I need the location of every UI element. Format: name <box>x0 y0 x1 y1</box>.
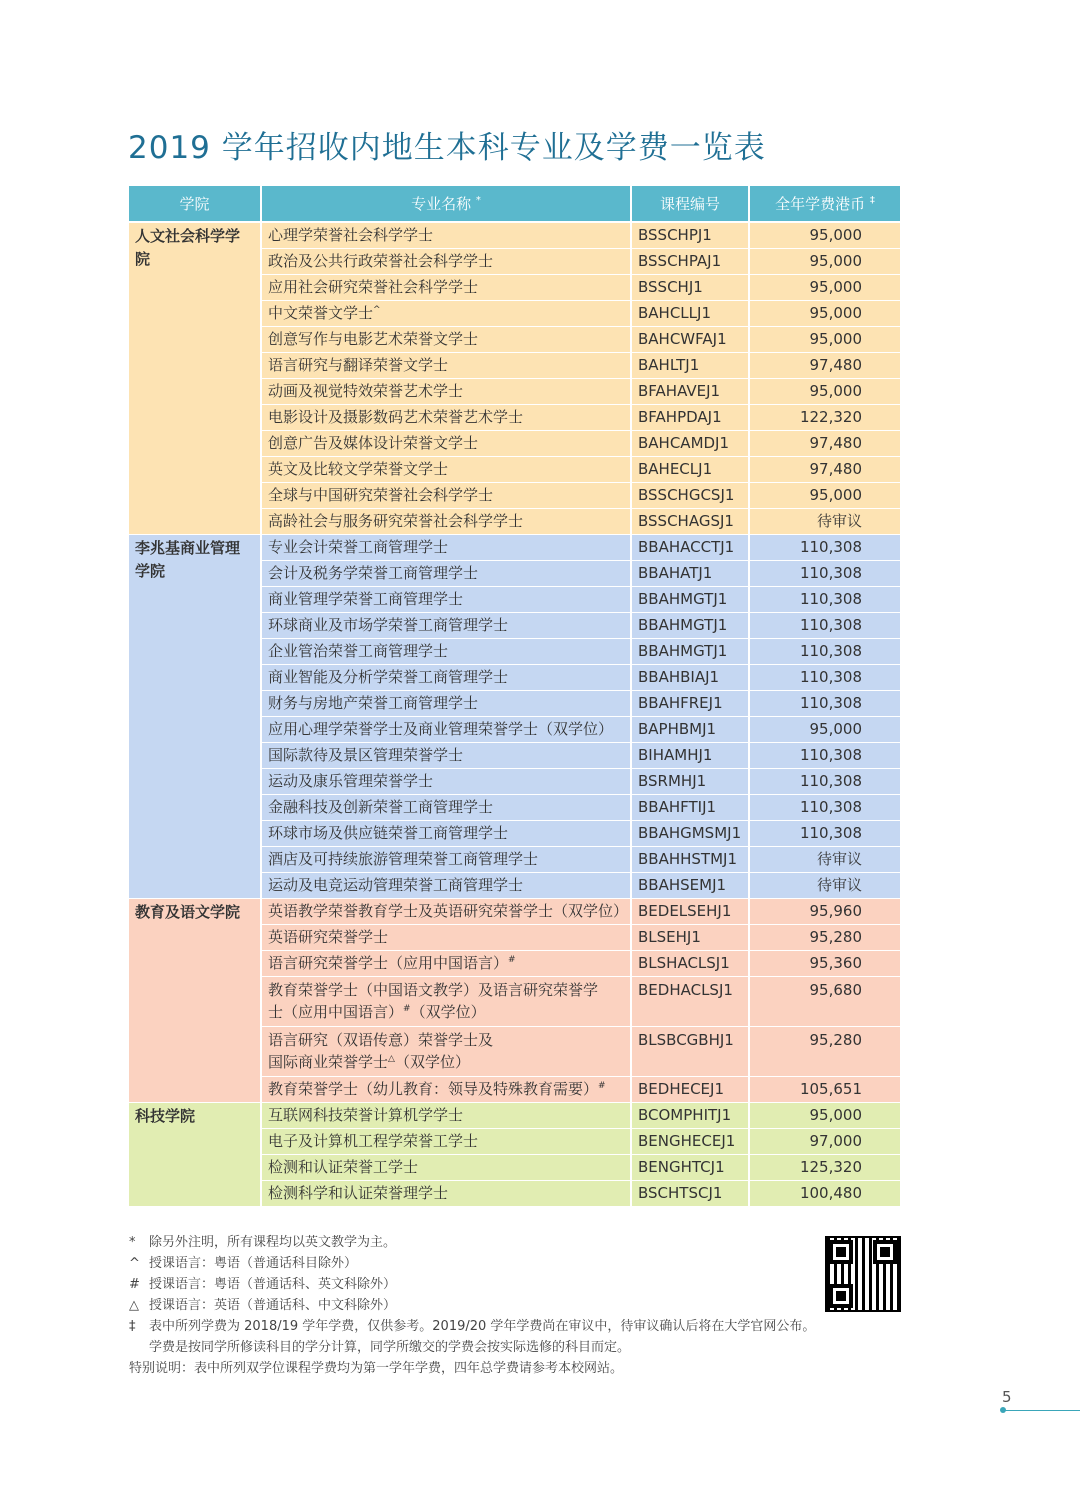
program-name: 中文荣誉文学士^ <box>262 301 632 327</box>
course-code: BCOMPHITJ1 <box>632 1103 750 1129</box>
annual-fee: 95,000 <box>750 301 900 327</box>
program-name: 英语教学荣誉教育学士及英语研究荣誉学士（双学位） <box>262 899 632 925</box>
annual-fee: 110,308 <box>750 535 900 561</box>
annual-fee: 97,480 <box>750 457 900 483</box>
footnote-text: 特别说明：表中所列双学位课程学费均为第一学年学费，四年总学费请参考本校网站。 <box>129 1361 624 1376</box>
page-title: 2019 学年招收内地生本科专业及学费一览表 <box>128 130 766 166</box>
annual-fee: 95,360 <box>750 951 900 977</box>
table-row <box>129 223 900 249</box>
course-code: BFAHPDAJ1 <box>632 405 750 431</box>
program-name: 心理学荣誉社会科学学士 <box>262 223 632 249</box>
program-name: 电影设计及摄影数码艺术荣誉艺术学士 <box>262 405 632 431</box>
course-code: BSRMHJ1 <box>632 769 750 795</box>
course-code: BBAHFTIJ1 <box>632 795 750 821</box>
school-cell: 李兆基商业管理学院 <box>129 535 262 899</box>
header-school: 学院 <box>129 186 262 223</box>
program-name: 英语研究荣誉学士 <box>262 925 632 951</box>
annual-fee: 95,960 <box>750 899 900 925</box>
footnote <box>129 1358 919 1379</box>
annual-fee: 95,000 <box>750 379 900 405</box>
annual-fee: 95,000 <box>750 249 900 275</box>
program-name: 酒店及可持续旅游管理荣誉工商管理学士 <box>262 847 632 873</box>
course-code: BAHECLJ1 <box>632 457 750 483</box>
course-code: BBAHFREJ1 <box>632 691 750 717</box>
annual-fee: 95,000 <box>750 1103 900 1129</box>
annual-fee: 97,000 <box>750 1129 900 1155</box>
course-code: BBAHMGTJ1 <box>632 639 750 665</box>
footnote-text: 除另外注明，所有课程均以英文教学为主。 <box>149 1235 397 1250</box>
page-rule <box>1004 1410 1080 1411</box>
annual-fee: 110,308 <box>750 691 900 717</box>
program-name: 国际款待及景区管理荣誉学士 <box>262 743 632 769</box>
annual-fee: 95,000 <box>750 223 900 249</box>
table-row <box>129 535 900 561</box>
program-name: 语言研究荣誉学士（应用中国语言）# <box>262 951 632 977</box>
footnote <box>129 1295 919 1316</box>
course-code: BBAHBIAJ1 <box>632 665 750 691</box>
footnote-symbol: ^ <box>129 1256 140 1271</box>
course-code: BBAHATJ1 <box>632 561 750 587</box>
annual-fee: 95,000 <box>750 327 900 353</box>
school-cell: 教育及语文学院 <box>129 899 262 1103</box>
annual-fee: 110,308 <box>750 769 900 795</box>
program-name: 运动及康乐管理荣誉学士 <box>262 769 632 795</box>
program-name: 动画及视觉特效荣誉艺术学士 <box>262 379 632 405</box>
program-name: 高龄社会与服务研究荣誉社会科学学士 <box>262 509 632 535</box>
annual-fee: 110,308 <box>750 795 900 821</box>
course-code: BBAHMGTJ1 <box>632 613 750 639</box>
footnote-text: 授课语言：粤语（普通话科、英文科除外） <box>149 1277 397 1292</box>
program-name: 全球与中国研究荣誉社会科学学士 <box>262 483 632 509</box>
course-code: BEDHACLSJ1 <box>632 977 750 1027</box>
course-code: BAHCLLJ1 <box>632 301 750 327</box>
header-program: 专业名称 * <box>262 186 632 223</box>
footnote-symbol: * <box>129 1235 136 1250</box>
annual-fee: 110,308 <box>750 587 900 613</box>
footnote-symbol: ‡ <box>129 1319 136 1334</box>
course-code: BLSHACLSJ1 <box>632 951 750 977</box>
annual-fee: 110,308 <box>750 743 900 769</box>
programs-table <box>129 186 900 1207</box>
course-code: BAHCWFAJ1 <box>632 327 750 353</box>
program-name: 创意广告及媒体设计荣誉文学士 <box>262 431 632 457</box>
program-name: 应用社会研究荣誉社会科学学士 <box>262 275 632 301</box>
table-row <box>129 899 900 925</box>
annual-fee: 95,000 <box>750 275 900 301</box>
program-name: 会计及税务学荣誉工商管理学士 <box>262 561 632 587</box>
course-code: BBAHMGTJ1 <box>632 587 750 613</box>
footnote-text: 学费是按同学所修读科目的学分计算，同学所缴交的学费会按实际选修的科目而定。 <box>149 1340 631 1355</box>
course-code: BIHAMHJ1 <box>632 743 750 769</box>
table-header-row <box>129 186 900 223</box>
footnote <box>129 1253 919 1274</box>
footnote-symbol: △ <box>129 1298 139 1313</box>
course-code: BENGHTCJ1 <box>632 1155 750 1181</box>
annual-fee: 95,000 <box>750 483 900 509</box>
course-code: BSSCHAGSJ1 <box>632 509 750 535</box>
course-code: BBAHGMSMJ1 <box>632 821 750 847</box>
program-name: 创意写作与电影艺术荣誉文学士 <box>262 327 632 353</box>
annual-fee: 95,280 <box>750 925 900 951</box>
annual-fee: 110,308 <box>750 639 900 665</box>
course-code: BEDELSEHJ1 <box>632 899 750 925</box>
program-name: 应用心理学荣誉学士及商业管理荣誉学士（双学位） <box>262 717 632 743</box>
annual-fee: 110,308 <box>750 613 900 639</box>
annual-fee: 110,308 <box>750 821 900 847</box>
program-name: 环球市场及供应链荣誉工商管理学士 <box>262 821 632 847</box>
annual-fee: 122,320 <box>750 405 900 431</box>
program-name: 语言研究（双语传意）荣誉学士及 国际商业荣誉学士△（双学位） <box>262 1027 632 1077</box>
course-code: BLSEHJ1 <box>632 925 750 951</box>
program-name: 商业管理学荣誉工商管理学士 <box>262 587 632 613</box>
annual-fee: 105,651 <box>750 1077 900 1103</box>
annual-fee: 待审议 <box>750 847 900 873</box>
table-row <box>129 1103 900 1129</box>
program-name: 政治及公共行政荣誉社会科学学士 <box>262 249 632 275</box>
footnote-text: 授课语言：粤语（普通话科目除外） <box>149 1256 358 1271</box>
course-code: BAPHBMJ1 <box>632 717 750 743</box>
course-code: BSSCHGCSJ1 <box>632 483 750 509</box>
course-code: BENGHECEJ1 <box>632 1129 750 1155</box>
program-name: 电子及计算机工程学荣誉工学士 <box>262 1129 632 1155</box>
program-name: 财务与房地产荣誉工商管理学士 <box>262 691 632 717</box>
program-name: 专业会计荣誉工商管理学士 <box>262 535 632 561</box>
footnote <box>129 1274 919 1295</box>
footnote <box>129 1232 919 1253</box>
course-code: BBAHSEMJ1 <box>632 873 750 899</box>
annual-fee: 95,000 <box>750 717 900 743</box>
program-name: 商业智能及分析学荣誉工商管理学士 <box>262 665 632 691</box>
program-name: 检测科学和认证荣誉理学士 <box>262 1181 632 1207</box>
course-code: BSSCHJ1 <box>632 275 750 301</box>
annual-fee: 待审议 <box>750 873 900 899</box>
program-name: 互联网科技荣誉计算机学学士 <box>262 1103 632 1129</box>
footnotes <box>129 1232 919 1379</box>
annual-fee: 97,480 <box>750 431 900 457</box>
header-fee: 全年学费港币 ‡ <box>750 186 900 223</box>
annual-fee: 110,308 <box>750 561 900 587</box>
program-name: 企业管治荣誉工商管理学士 <box>262 639 632 665</box>
annual-fee: 95,680 <box>750 977 900 1027</box>
page-number: 5 <box>1002 1388 1012 1406</box>
course-code: BLSBCGBHJ1 <box>632 1027 750 1077</box>
program-name: 教育荣誉学士（中国语文教学）及语言研究荣誉学 士（应用中国语言）#（双学位） <box>262 977 632 1027</box>
annual-fee: 待审议 <box>750 509 900 535</box>
program-name: 语言研究与翻译荣誉文学士 <box>262 353 632 379</box>
course-code: BSCHTSCJ1 <box>632 1181 750 1207</box>
annual-fee: 95,280 <box>750 1027 900 1077</box>
annual-fee: 125,320 <box>750 1155 900 1181</box>
footnote-text: 表中所列学费为 2018/19 学年学费，仅供参考。2019/20 学年学费尚在审议中，待审议确认后将在大学官网公布。 <box>149 1319 816 1334</box>
program-name: 环球商业及市场学荣誉工商管理学士 <box>262 613 632 639</box>
program-name: 运动及电竞运动管理荣誉工商管理学士 <box>262 873 632 899</box>
program-name: 金融科技及创新荣誉工商管理学士 <box>262 795 632 821</box>
footnote <box>129 1316 919 1337</box>
qr-code-icon <box>825 1236 901 1312</box>
program-name: 检测和认证荣誉工学士 <box>262 1155 632 1181</box>
program-name: 教育荣誉学士（幼儿教育：领导及特殊教育需要）# <box>262 1077 632 1103</box>
course-code: BAHCAMDJ1 <box>632 431 750 457</box>
course-code: BFAHAVEJ1 <box>632 379 750 405</box>
course-code: BEDHECEJ1 <box>632 1077 750 1103</box>
header-code: 课程编号 <box>632 186 750 223</box>
annual-fee: 110,308 <box>750 665 900 691</box>
course-code: BAHLTJ1 <box>632 353 750 379</box>
course-code: BSSCHPAJ1 <box>632 249 750 275</box>
program-name: 英文及比较文学荣誉文学士 <box>262 457 632 483</box>
annual-fee: 97,480 <box>750 353 900 379</box>
course-code: BSSCHPJ1 <box>632 223 750 249</box>
annual-fee: 100,480 <box>750 1181 900 1207</box>
school-cell: 科技学院 <box>129 1103 262 1207</box>
footnote <box>129 1337 919 1358</box>
course-code: BBAHACCTJ1 <box>632 535 750 561</box>
school-cell: 人文社会科学学院 <box>129 223 262 535</box>
course-code: BBAHHSTMJ1 <box>632 847 750 873</box>
footnote-text: 授课语言：英语（普通话科、中文科除外） <box>149 1298 397 1313</box>
footnote-symbol: # <box>129 1277 140 1292</box>
